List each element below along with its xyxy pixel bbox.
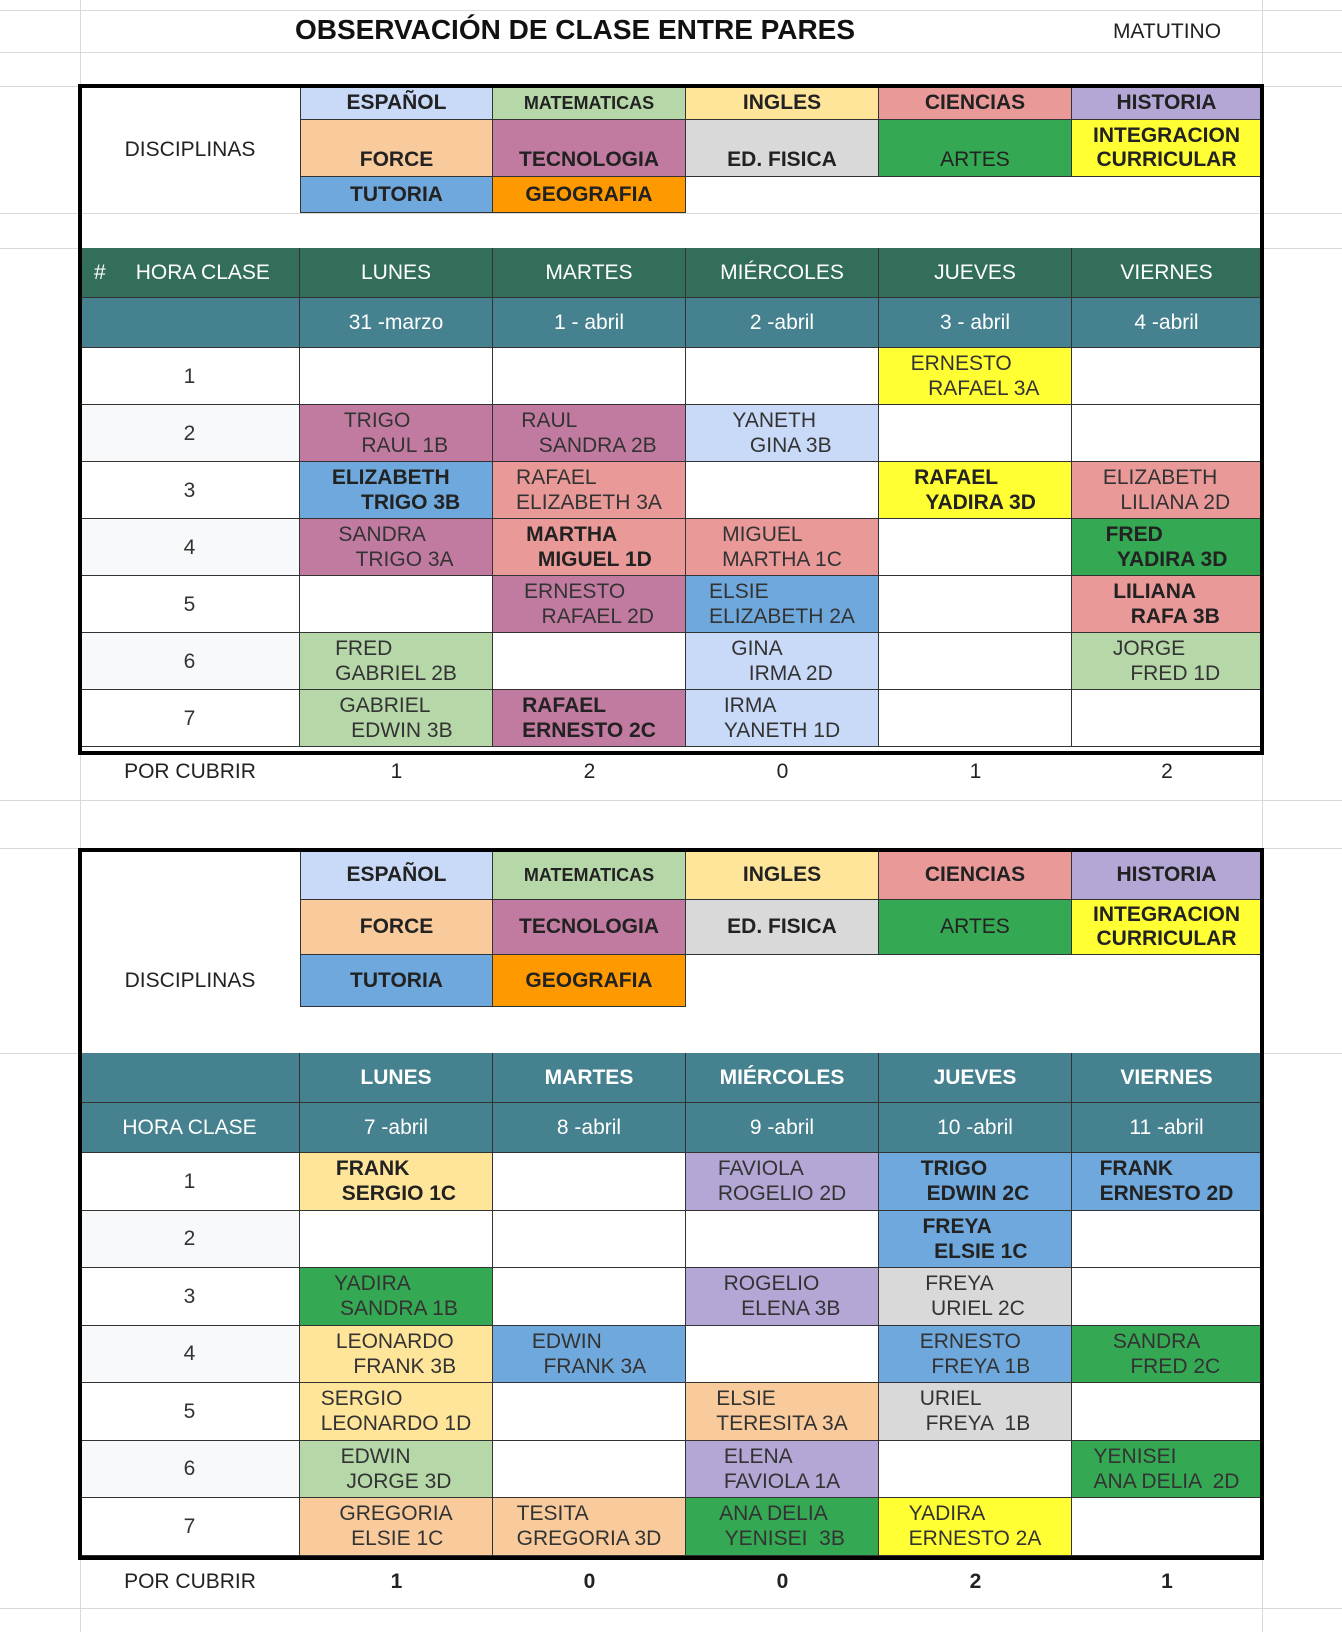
schedule-cell[interactable]: ELIZABETH LILIANA 2D xyxy=(1072,462,1262,519)
date-header-4: 3 - abril xyxy=(879,298,1072,348)
discipline-force: FORCE xyxy=(300,900,493,955)
schedule-cell[interactable]: JORGE FRED 1D xyxy=(1072,633,1262,690)
discipline-matematicas: MATEMATICAS xyxy=(493,850,686,900)
por-cubrir-value: 1 xyxy=(390,760,403,783)
schedule-cell[interactable]: ANA DELIA YENISEI 3B xyxy=(686,1498,879,1556)
hour-number: 6 xyxy=(80,633,300,690)
discipline-tecnologia: TECNOLOGIA xyxy=(493,120,686,177)
date-header-2: 1 - abril xyxy=(493,298,686,348)
schedule-cell[interactable]: MARTHA MIGUEL 1D xyxy=(493,519,686,576)
schedule-cell[interactable] xyxy=(1072,348,1262,405)
schedule-cell[interactable]: EDWIN JORGE 3D xyxy=(300,1441,493,1499)
por-cubrir-value: 2 xyxy=(969,1569,982,1593)
schedule-cell[interactable]: GABRIEL EDWIN 3B xyxy=(300,690,493,747)
por-cubrir-label: POR CUBRIR xyxy=(124,760,256,783)
schedule-cell[interactable] xyxy=(300,348,493,405)
hour-number: 7 xyxy=(80,1498,300,1556)
schedule-cell[interactable] xyxy=(493,1268,686,1326)
schedule-cell[interactable] xyxy=(686,348,879,405)
schedule-cell[interactable] xyxy=(493,348,686,405)
schedule-cell[interactable] xyxy=(1072,1268,1262,1326)
day-header-5: VIERNES xyxy=(1072,1053,1262,1103)
hour-number: 6 xyxy=(80,1441,300,1499)
schedule-cell[interactable]: FRED GABRIEL 2B xyxy=(300,633,493,690)
hour-number: 4 xyxy=(80,1326,300,1384)
date-header-1: 7 -abril xyxy=(300,1103,493,1153)
discipline-ciencias: CIENCIAS xyxy=(879,86,1072,120)
hour-number: 3 xyxy=(80,462,300,519)
schedule-cell[interactable]: TESITA GREGORIA 3D xyxy=(493,1498,686,1556)
day-header-2: MARTES xyxy=(493,248,686,298)
shift-label: MATUTINO xyxy=(1112,20,1222,43)
schedule-cell[interactable]: LEONARDO FRANK 3B xyxy=(300,1326,493,1384)
schedule-cell[interactable]: ERNESTO RAFAEL 3A xyxy=(879,348,1072,405)
date-header-1: 31 -marzo xyxy=(300,298,493,348)
schedule-cell[interactable]: RAFAEL ERNESTO 2C xyxy=(493,690,686,747)
schedule-cell[interactable] xyxy=(300,576,493,633)
schedule-cell[interactable]: URIEL FREYA 1B xyxy=(879,1383,1072,1441)
schedule-cell[interactable]: RAUL SANDRA 2B xyxy=(493,405,686,462)
por-cubrir-label: POR CUBRIR xyxy=(124,1569,256,1593)
discipline-geografia: GEOGRAFIA xyxy=(493,177,686,213)
schedule-cell[interactable] xyxy=(1072,405,1262,462)
schedule-cell[interactable]: IRMA YANETH 1D xyxy=(686,690,879,747)
schedule-cell[interactable] xyxy=(879,633,1072,690)
schedule-cell[interactable]: YADIRA SANDRA 1B xyxy=(300,1268,493,1326)
discipline-artes: ARTES xyxy=(879,120,1072,177)
day-header-5: VIERNES xyxy=(1072,248,1262,298)
schedule-cell[interactable] xyxy=(686,462,879,519)
schedule-cell[interactable]: GREGORIA ELSIE 1C xyxy=(300,1498,493,1556)
schedule-cell[interactable]: YENISEI ANA DELIA 2D xyxy=(1072,1441,1262,1499)
schedule-cell[interactable]: TRIGO EDWIN 2C xyxy=(879,1153,1072,1211)
schedule-cell[interactable] xyxy=(1072,1383,1262,1441)
por-cubrir-value: 2 xyxy=(583,760,596,783)
date-header-2: 8 -abril xyxy=(493,1103,686,1153)
schedule-cell[interactable]: TRIGO RAUL 1B xyxy=(300,405,493,462)
schedule-cell[interactable]: SANDRA TRIGO 3A xyxy=(300,519,493,576)
schedule-cell[interactable] xyxy=(493,1441,686,1499)
day-header-3: MIÉRCOLES xyxy=(686,248,879,298)
page-title: OBSERVACIÓN DE CLASE ENTRE PARES xyxy=(294,14,856,45)
schedule-cell[interactable]: SERGIO LEONARDO 1D xyxy=(300,1383,493,1441)
schedule-cell[interactable]: FREYA ELSIE 1C xyxy=(879,1211,1072,1269)
header-hora-clase-cell xyxy=(80,1053,300,1103)
discipline-edfisica: ED. FISICA xyxy=(686,900,879,955)
schedule-cell[interactable]: ERNESTO FREYA 1B xyxy=(879,1326,1072,1384)
day-header-2: MARTES xyxy=(493,1053,686,1103)
schedule-cell[interactable] xyxy=(879,519,1072,576)
por-cubrir-value: 2 xyxy=(1161,760,1173,783)
schedule-cell[interactable] xyxy=(879,1441,1072,1499)
date-header-4: 10 -abril xyxy=(879,1103,1072,1153)
schedule-cell[interactable]: ELENA FAVIOLA 1A xyxy=(686,1441,879,1499)
discipline-tecnologia: TECNOLOGIA xyxy=(493,900,686,955)
discipline-ciencias: CIENCIAS xyxy=(879,850,1072,900)
day-header-3: MIÉRCOLES xyxy=(686,1053,879,1103)
discipline-force: FORCE xyxy=(300,120,493,177)
schedule-cell[interactable] xyxy=(1072,1498,1262,1556)
day-header-1: LUNES xyxy=(300,1053,493,1103)
por-cubrir-value: 0 xyxy=(776,1569,789,1593)
hour-number: 5 xyxy=(80,576,300,633)
hour-number: 2 xyxy=(80,405,300,462)
schedule-cell[interactable] xyxy=(300,1211,493,1269)
por-cubrir-value: 1 xyxy=(1161,1569,1173,1593)
schedule-cell[interactable] xyxy=(1072,690,1262,747)
schedule-cell[interactable]: FREYA URIEL 2C xyxy=(879,1268,1072,1326)
schedule-cell[interactable] xyxy=(493,1211,686,1269)
schedule-cell[interactable]: RAFAEL YADIRA 3D xyxy=(879,462,1072,519)
discipline-ingles: INGLES xyxy=(686,86,879,120)
discipline-espanol: ESPAÑOL xyxy=(300,850,493,900)
date-header-3: 9 -abril xyxy=(686,1103,879,1153)
schedule-cell[interactable]: EDWIN FRANK 3A xyxy=(493,1326,686,1384)
hour-number: 1 xyxy=(80,1153,300,1211)
schedule-cell[interactable] xyxy=(879,576,1072,633)
schedule-cell[interactable]: GINA IRMA 2D xyxy=(686,633,879,690)
schedule-cell[interactable] xyxy=(493,633,686,690)
discipline-tutoria: TUTORIA xyxy=(300,955,493,1007)
hour-number: 7 xyxy=(80,690,300,747)
discipline-historia: HISTORIA xyxy=(1072,86,1262,120)
hash-label: # xyxy=(94,261,106,284)
schedule-cell[interactable]: ELSIE TERESITA 3A xyxy=(686,1383,879,1441)
schedule-cell[interactable]: FRANK ERNESTO 2D xyxy=(1072,1153,1262,1211)
date-row-label xyxy=(80,298,300,348)
por-cubrir-value: 0 xyxy=(583,1569,596,1593)
day-header-1: LUNES xyxy=(300,248,493,298)
schedule-cell[interactable] xyxy=(879,405,1072,462)
discipline-matematicas: MATEMATICAS xyxy=(493,86,686,120)
discipline-integracion: INTEGRACION CURRICULAR xyxy=(1072,120,1262,177)
schedule-cell[interactable]: ELIZABETH TRIGO 3B xyxy=(300,462,493,519)
discipline-artes: ARTES xyxy=(879,900,1072,955)
schedule-cell[interactable]: FAVIOLA ROGELIO 2D xyxy=(686,1153,879,1211)
date-header-3: 2 -abril xyxy=(686,298,879,348)
por-cubrir-value: 0 xyxy=(776,760,789,783)
schedule-cell[interactable]: YADIRA ERNESTO 2A xyxy=(879,1498,1072,1556)
discipline-geografia: GEOGRAFIA xyxy=(493,955,686,1007)
hora-clase-label: HORA CLASE xyxy=(135,261,270,284)
schedule-cell[interactable]: ERNESTO RAFAEL 2D xyxy=(493,576,686,633)
hour-number: 2 xyxy=(80,1211,300,1269)
schedule-cell[interactable]: ROGELIO ELENA 3B xyxy=(686,1268,879,1326)
discipline-espanol: ESPAÑOL xyxy=(300,86,493,120)
schedule-cell[interactable] xyxy=(686,1211,879,1269)
schedule-cell[interactable]: FRED YADIRA 3D xyxy=(1072,519,1262,576)
por-cubrir-value: 1 xyxy=(390,1569,403,1593)
schedule-cell[interactable]: SANDRA FRED 2C xyxy=(1072,1326,1262,1384)
por-cubrir-value: 1 xyxy=(969,760,982,783)
header-hora-clase-cell xyxy=(80,248,300,298)
schedule-cell[interactable] xyxy=(1072,1211,1262,1269)
schedule-cell[interactable]: YANETH GINA 3B xyxy=(686,405,879,462)
schedule-cell[interactable] xyxy=(686,1326,879,1384)
schedule-cell[interactable]: RAFAEL ELIZABETH 3A xyxy=(493,462,686,519)
date-header-5: 4 -abril xyxy=(1072,298,1262,348)
schedule-cell[interactable]: ELSIE ELIZABETH 2A xyxy=(686,576,879,633)
schedule-cell[interactable]: FRANK SERGIO 1C xyxy=(300,1153,493,1211)
discipline-edfisica: ED. FISICA xyxy=(686,120,879,177)
schedule-cell[interactable] xyxy=(493,1153,686,1211)
discipline-integracion: INTEGRACION CURRICULAR xyxy=(1072,900,1262,955)
disciplinas-label: DISCIPLINAS xyxy=(124,137,256,161)
schedule-cell[interactable] xyxy=(879,690,1072,747)
date-header-5: 11 -abril xyxy=(1072,1103,1262,1153)
schedule-cell[interactable]: LILIANA RAFA 3B xyxy=(1072,576,1262,633)
date-row-label: HORA CLASE xyxy=(80,1103,300,1153)
hour-number: 4 xyxy=(80,519,300,576)
hour-number: 1 xyxy=(80,348,300,405)
day-header-4: JUEVES xyxy=(879,248,1072,298)
schedule-cell[interactable]: MIGUEL MARTHA 1C xyxy=(686,519,879,576)
discipline-tutoria: TUTORIA xyxy=(300,177,493,213)
disciplinas-label: DISCIPLINAS xyxy=(124,969,256,992)
discipline-ingles: INGLES xyxy=(686,850,879,900)
hour-number: 5 xyxy=(80,1383,300,1441)
schedule-cell[interactable] xyxy=(493,1383,686,1441)
hour-number: 3 xyxy=(80,1268,300,1326)
day-header-4: JUEVES xyxy=(879,1053,1072,1103)
discipline-historia: HISTORIA xyxy=(1072,850,1262,900)
